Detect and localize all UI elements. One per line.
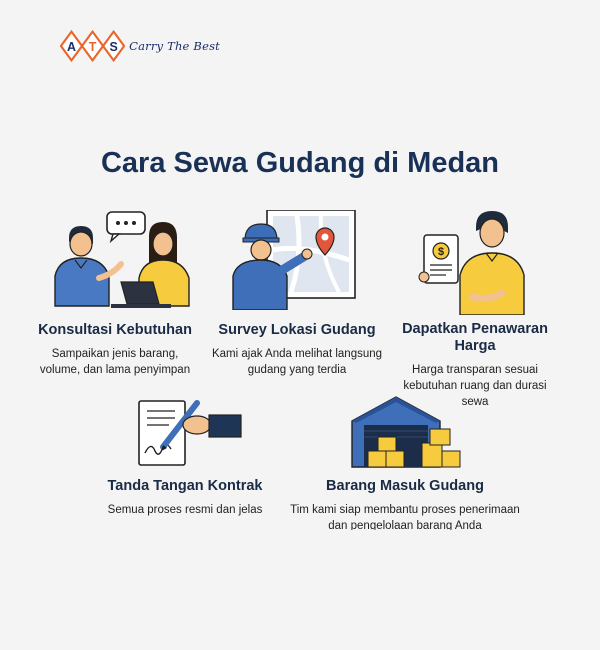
step-description: Sampaikan jenis barang, volume, dan lama penyimpan	[39, 348, 191, 376]
step-warehouse	[285, 395, 525, 530]
svg-text:T: T	[88, 39, 97, 54]
step-title: Tanda Tangan Kontrak	[107, 478, 263, 494]
step-description: Kami ajak Anda melihat langsung gudang yang terdia	[211, 348, 383, 376]
svg-text:A: A	[66, 39, 76, 54]
brand-logo	[60, 30, 220, 62]
brand-tagline: Carry The Best	[129, 39, 220, 53]
step-description: Semua proses resmi dan jelas	[107, 504, 263, 516]
consultation-illustration-icon	[35, 210, 195, 310]
step-title: Dapatkan Penawaran Harga	[402, 321, 548, 354]
price-offer-illustration-icon	[400, 205, 550, 315]
contract-signing-illustration-icon	[125, 395, 245, 470]
step-description: Tim kami siap membantu proses penerimaan dan pengelolaan barang Anda	[290, 504, 520, 530]
ats-logo-icon	[60, 30, 125, 62]
svg-text:S: S	[109, 39, 118, 54]
svg-text:$: $	[437, 246, 445, 258]
page-title: Cara Sewa Gudang di Medan	[100, 147, 500, 179]
step-survey	[207, 210, 387, 378]
step-title: Barang Masuk Gudang	[326, 478, 484, 494]
step-description: Harga transparan sesuai kebutuhan ruang dan durasi sewa	[403, 364, 547, 408]
warehouse-illustration-icon	[348, 395, 463, 470]
step-title: Survey Lokasi Gudang	[218, 322, 376, 338]
step-consultation	[30, 210, 200, 378]
step-contract	[95, 395, 275, 518]
map-survey-illustration-icon	[217, 210, 377, 310]
step-title: Konsultasi Kebutuhan	[38, 322, 192, 338]
step-offer	[390, 205, 560, 410]
